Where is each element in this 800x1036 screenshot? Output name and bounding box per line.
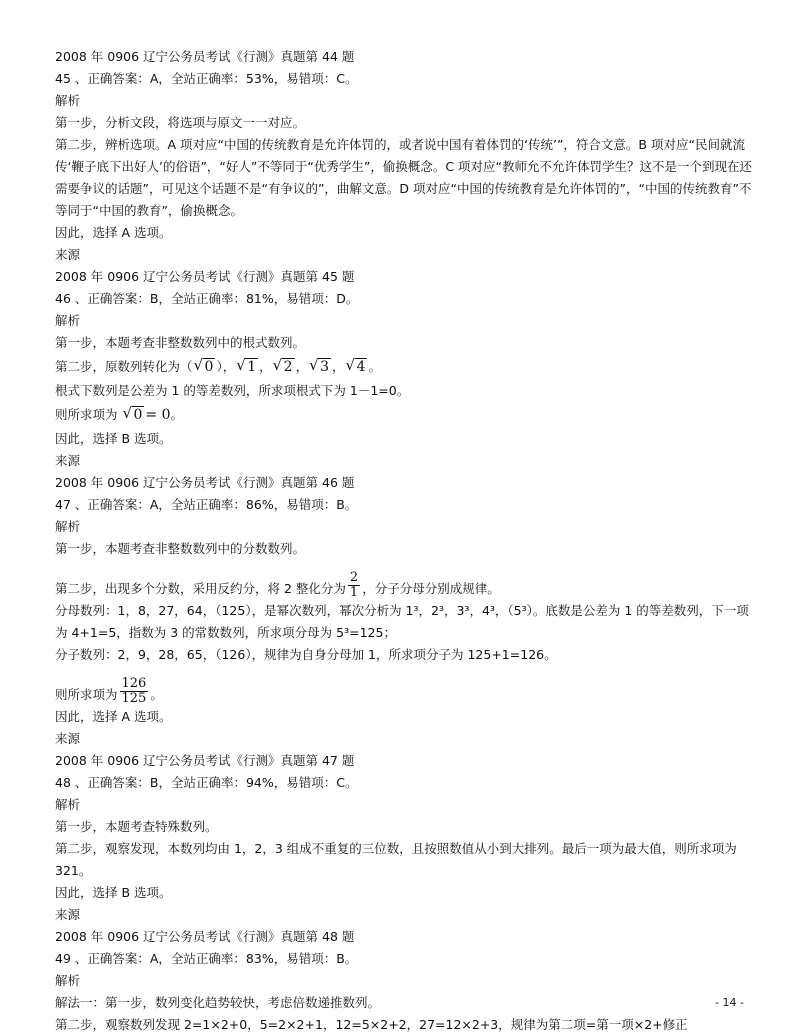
math-expression: = 0: [145, 407, 171, 423]
document-page: [55, 46, 755, 1036]
fraction: $\frac{126}{125}$: [121, 676, 147, 706]
conclusion-text: 因此，选择 B 选项。: [55, 885, 172, 900]
answer-line: 47 、正确答案：A，全站正确率：86%，易错项：B。: [55, 497, 358, 512]
result-line: 则所求项为 $\frac{126}{125}$ 。: [55, 676, 163, 706]
sqrt-term: √ 4: [346, 354, 368, 380]
source-label: 来源: [55, 907, 81, 922]
answer-line: 49 、正确答案：A，全站正确率：83%，易错项：B。: [55, 951, 358, 966]
answer-line: 45 、正确答案：A，全站正确率：53%，易错项：C。: [55, 71, 358, 86]
fraction: $\frac{2}{1}$: [349, 570, 359, 600]
sqrt-term: √ 3: [309, 354, 331, 380]
step-text: 第一步，本题考查特殊数列。: [55, 819, 218, 834]
sqrt-term: √ 1: [236, 354, 258, 380]
answer-line: 48 、正确答案：B，全站正确率：94%，易错项：C。: [55, 775, 358, 790]
sqrt-term: √ 0: [123, 402, 145, 428]
step-text: 解法一：第一步，数列变化趋势较快，考虑倍数递推数列。: [55, 995, 381, 1010]
step-text: 第二步，观察发现，本数列均由 1，2，3 组成不重复的三位数，且按照数值从小到大排列。最后一项为最大值，则所求项为 321。: [55, 841, 737, 878]
fraction-line: 第二步，出现多个分数，采用反约分，将 2 整化分为 $\frac{2}{1}$ ，分子分母分别成规律。: [55, 570, 500, 600]
step-text: 第一步，本题考查非整数数列中的根式数列。: [55, 335, 306, 350]
step-text: 第一步，本题考查非整数数列中的分数数列。: [55, 541, 306, 556]
analysis-heading: 解析: [55, 93, 81, 108]
analysis-heading: 解析: [55, 313, 81, 328]
step-text: 分母数列：1，8，27，64，（125），是幂次数列，幂次分析为 1³，2³，3³，4³，（5³）。底数是公差为 1 的等差数列，下一项为 4+1=5，指数为 3 的常数数列，所求项分母为 5³=125；: [55, 603, 749, 640]
step-text: 根式下数列是公差为 1 的等差数列，所求项根式下为 1－1=0。: [55, 383, 410, 398]
step-text: 第二步，辨析选项。A 项对应“中国的传统教育是允许体罚的，或者说中国有着体罚的‘传统’”，符合文意。B 项对应“民间就流传‘鞭子底下出好人’的俗语”，“好人”不等同于“优秀学生”，偷换概念。C 项对应“教师允不允许体罚学生？这不是一个到现在还需要争议的话题”，可见这个话题不是“有争议的”，曲解文意。D 项对应“中国的传统教育是允许体罚的”，“中国的传统教育”不等同于“中国的教育”，偷换概念。: [55, 137, 753, 218]
sqrt-term: √ 2: [273, 354, 295, 380]
question-source: 2008 年 0906 辽宁公务员考试《行测》真题第 47 题: [55, 753, 355, 768]
radical-sequence-line: 第二步，原数列转化为（√ 0 ），√ 1 ，√ 2 ，√ 3 ，√ 4 。: [55, 354, 755, 380]
step-text: 分子数列：2，9，28，65，（126），规律为自身分母加 1，所求项分子为 125+1=126。: [55, 647, 557, 662]
step-text: 第二步，观察数列发现 2=1×2+0，5=2×2+1，12=5×2+2，27=12×2+3，规律为第二项=第一项×2+修正: [55, 1017, 688, 1032]
step-text: 第一步，分析文段，将选项与原文一一对应。: [55, 115, 306, 130]
conclusion-text: 因此，选择 A 选项。: [55, 709, 172, 724]
analysis-heading: 解析: [55, 797, 81, 812]
question-source: 2008 年 0906 辽宁公务员考试《行测》真题第 44 题: [55, 49, 355, 64]
answer-line: 46 、正确答案：B，全站正确率：81%，易错项：D。: [55, 291, 359, 306]
conclusion-text: 因此，选择 A 选项。: [55, 225, 172, 240]
source-label: 来源: [55, 453, 81, 468]
sqrt-term: √ 0: [194, 354, 216, 380]
page-number: - 14 -: [715, 996, 744, 1009]
source-label: 来源: [55, 247, 81, 262]
question-source: 2008 年 0906 辽宁公务员考试《行测》真题第 45 题: [55, 269, 355, 284]
conclusion-text: 因此，选择 B 选项。: [55, 431, 172, 446]
question-source: 2008 年 0906 辽宁公务员考试《行测》真题第 46 题: [55, 475, 355, 490]
analysis-heading: 解析: [55, 519, 81, 534]
analysis-heading: 解析: [55, 973, 81, 988]
question-source: 2008 年 0906 辽宁公务员考试《行测》真题第 48 题: [55, 929, 355, 944]
result-line: 则所求项为 √ 0 = 0。: [55, 402, 755, 428]
source-label: 来源: [55, 731, 81, 746]
